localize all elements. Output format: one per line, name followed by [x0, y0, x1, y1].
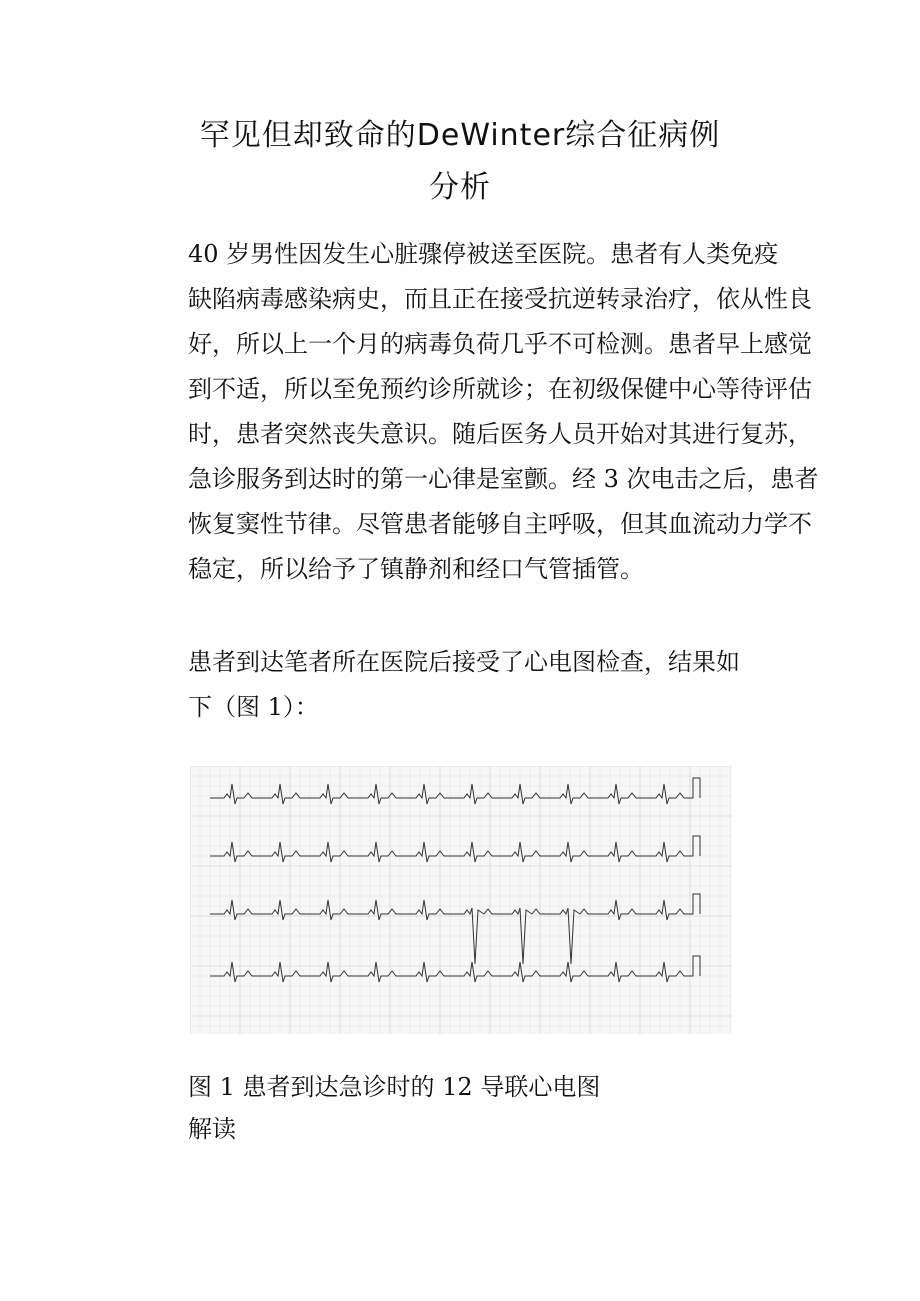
paragraph-line: 40 岁男性因发生心脏骤停被送至医院。患者有人类免疫 [188, 240, 779, 268]
section-heading: 解读 [188, 1115, 236, 1143]
page-title: 罕见但却致命的DeWinter综合征病例 [199, 118, 721, 153]
case-paragraph [188, 232, 819, 592]
figure-caption: 图 1 患者到达急诊时的 12 导联心电图 [188, 1073, 601, 1101]
paragraph-line: 到不适，所以至免预约诊所就诊；在初级保健中心等待评估 [188, 375, 812, 403]
paragraph-line: 好，所以上一个月的病毒负荷几乎不可检测。患者早上感觉 [188, 330, 812, 358]
paragraph-line: 缺陷病毒感染病史，而且正在接受抗逆转录治疗，依从性良 [188, 285, 812, 313]
paragraph-line: 患者到达笔者所在医院后接受了心电图检查，结果如 [188, 648, 740, 676]
ecg-calibration-pulse [690, 894, 700, 914]
page-title-line2: 分析 [429, 170, 491, 205]
ecg-figure [190, 766, 732, 1034]
paragraph-line: 急诊服务到达时的第一心律是室颤。经 3 次电击之后，患者 [188, 465, 819, 493]
ecg-intro-paragraph [188, 640, 792, 730]
ecg-grid [190, 766, 732, 1034]
ecg-image [190, 766, 732, 1034]
ecg-calibration-pulse [690, 778, 700, 798]
paragraph-line: 下（图 1）： [188, 693, 319, 721]
paragraph-line: 稳定，所以给予了镇静剂和经口气管插管。 [188, 555, 644, 583]
paragraph-line: 时，患者突然丧失意识。随后医务人员开始对其进行复苏， [188, 420, 812, 448]
paragraph-line: 恢复窦性节律。尽管患者能够自主呼吸，但其血流动力学不 [188, 510, 812, 538]
